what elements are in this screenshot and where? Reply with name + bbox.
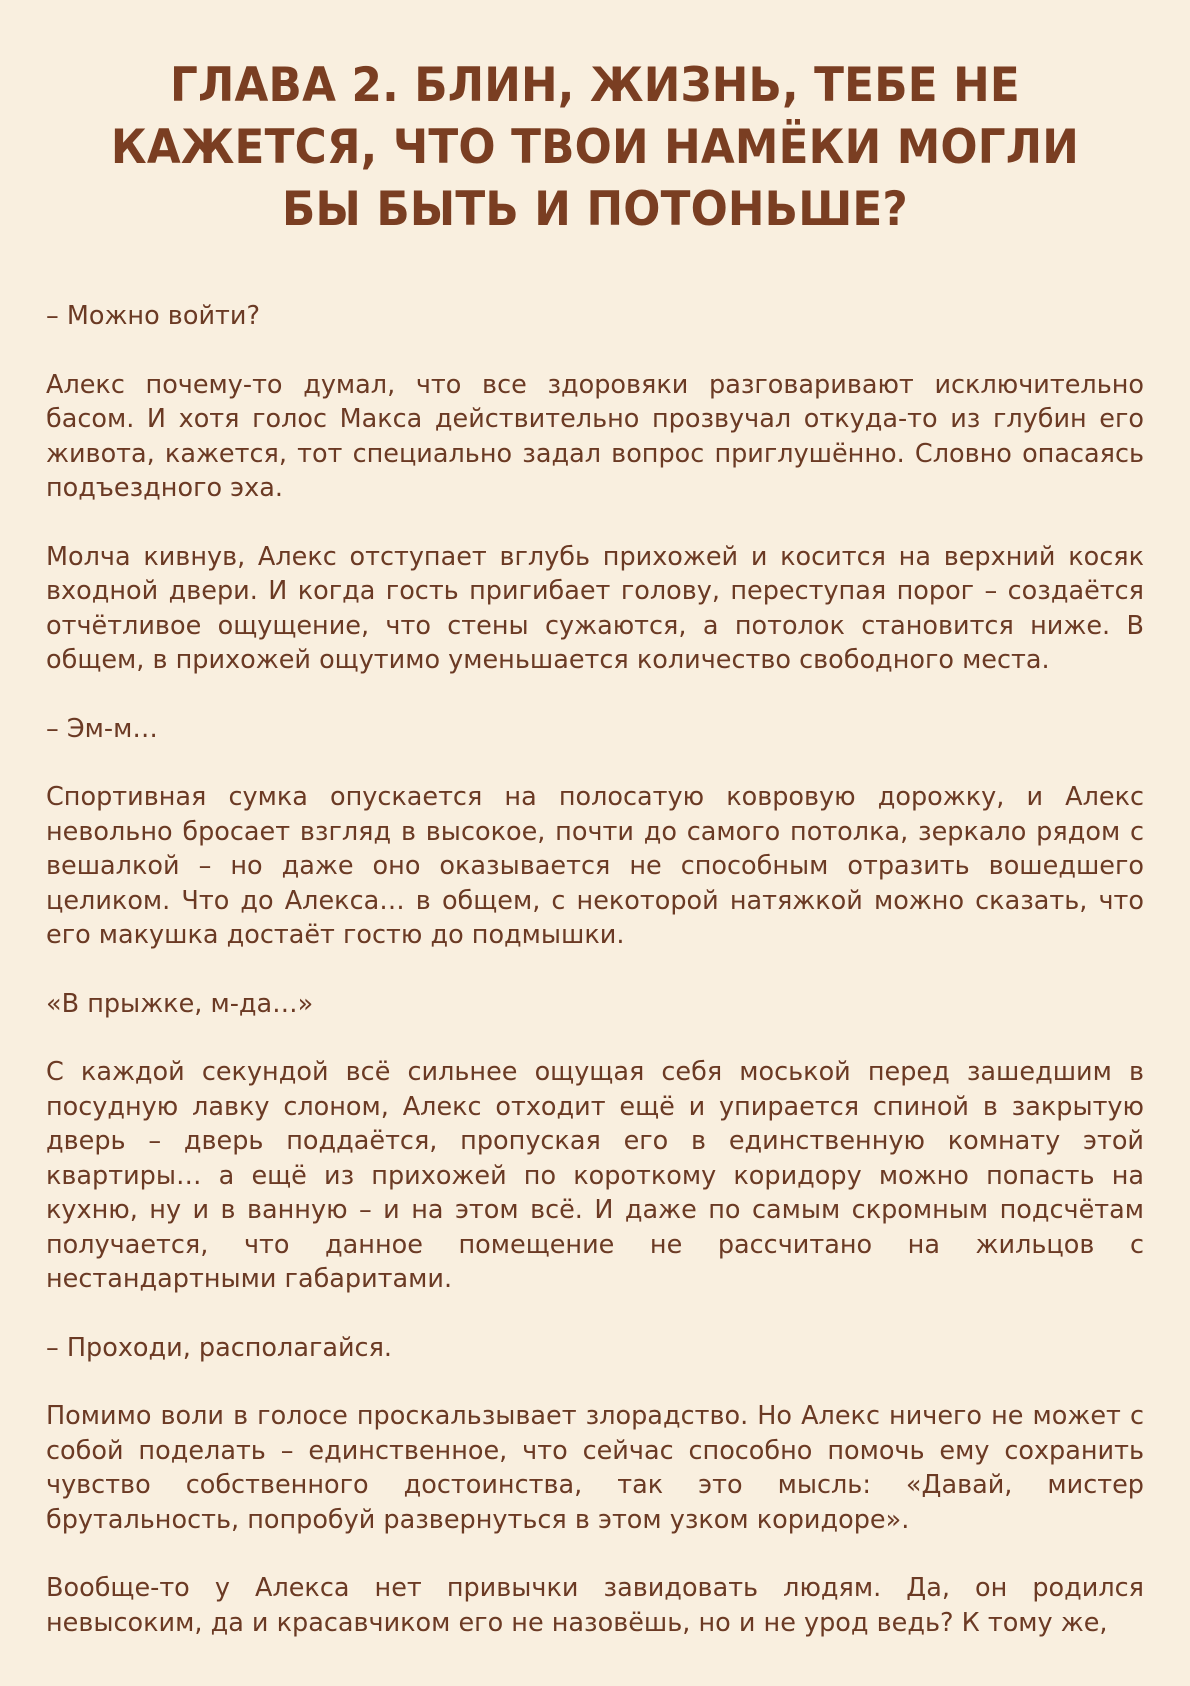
paragraph-5: Спортивная сумка опускается на полосатую ковровую дорожку, и Алекс невольно бросает взгляд в высокое, почти до самого потолка, зеркало рядом с вешалкой – но даже оно оказывается не способным отразить вошедшего целиком. Что до Алекса… в общем, с некоторой натяжкой можно сказать, что его макушка достаёт гостю до подмышки. <box>46 782 1144 950</box>
paragraph-6: «В прыжке, м-да…» <box>46 988 314 1019</box>
paragraph-1: – Можно войти? <box>46 301 260 331</box>
chapter-body <box>46 299 1144 1640</box>
paragraph-10: Вообще-то у Алекса нет привычки завидовать людям. Да, он родился невысоким, да и красавчиком его не назовёшь, но и не урод ведь? К тому же, <box>46 1573 1144 1638</box>
chapter-title: ГЛАВА 2. БЛИН, ЖИЗНЬ, ТЕБЕ НЕ КАЖЕТСЯ, ЧТО ТВОИ НАМЁКИ МОГЛИ БЫ БЫТЬ И ПОТОНЬШЕ? <box>110 58 1080 237</box>
paragraph-4: – Эм-м… <box>46 713 158 744</box>
paragraph-7: С каждой секундой всё сильнее ощущая себя моськой перед зашедшим в посудную лавку слоном, Алекс отходит ещё и упирается спиной в закрытую дверь – дверь поддаётся, пропуская его в единственную комнату этой квартиры… а ещё из прихожей по короткому коридору можно попасть на кухню, ну и в ванную – и на этом всё. И даже по самым скромным подсчётам получается, что данное помещение не рассчитано на жильцов с нестандартными габаритами. <box>46 1057 1144 1294</box>
paragraph-8: – Проходи, располагайся. <box>46 1332 393 1363</box>
paragraph-9: Помимо воли в голосе проскальзывает злорадство. Но Алекс ничего не может с собой поделать – единственное, что сейчас способно помочь ему сохранить чувство собственного достоинства, так это мысль: «Давай, мистер брутальность, попробуй развернуться в этом узком коридоре». <box>46 1401 1144 1535</box>
paragraph-3: Молча кивнув, Алекс отступает вглубь прихожей и косится на верхний косяк входной двери. И когда гость пригибает голову, переступая порог – создаётся отчётливое ощущение, что стены сужаются, а потолок становится ниже. В общем, в прихожей ощутимо уменьшается количество свободного места. <box>46 541 1144 675</box>
paragraph-2: Алекс почему-то думал, что все здоровяки разговаривают исключительно басом. И хотя голос Макса действительно прозвучал откуда-то из глубин его живота, кажется, тот специально задал вопрос приглушённо. Словно опасаясь подъездного эха. <box>46 369 1144 503</box>
